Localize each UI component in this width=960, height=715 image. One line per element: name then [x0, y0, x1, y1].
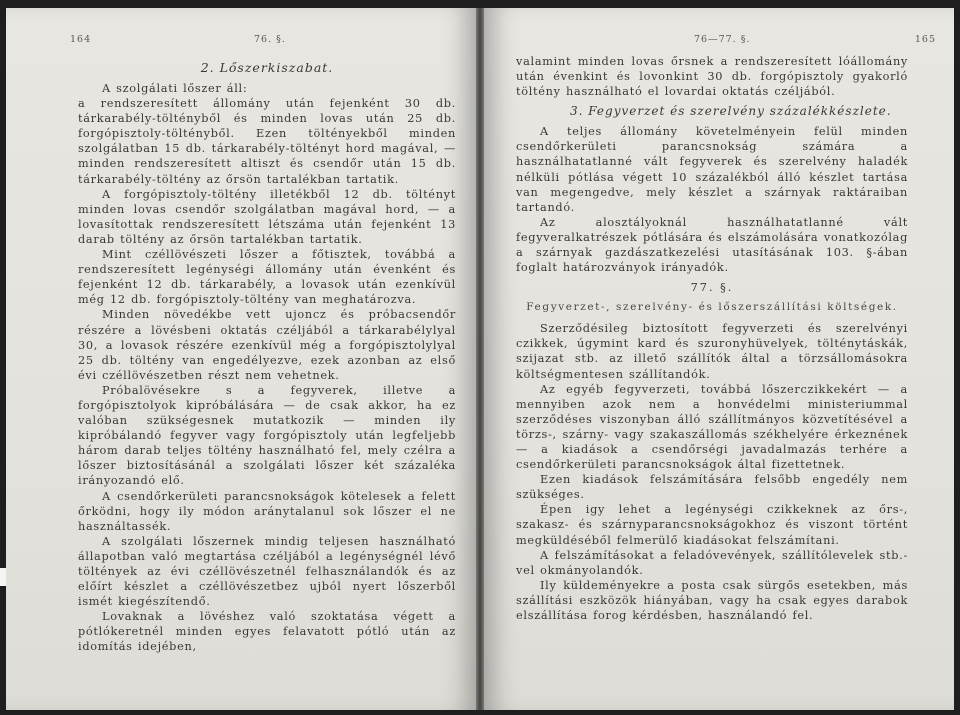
book-gutter	[476, 8, 484, 710]
right-paragraph: Az egyéb fegyverzeti, továbbá lőszerczikkekért — a mennyiben azok nem a honvédelmi ministeriummal szerződéses viszonyban álló szállítmányos közvetítésével a törzs-, szárny- vagy szakaszállomás székhelyére érkeznének — a kiadások a csendőrségi javadalmazás terhére a csendőrkerületi parancsnokságok által fizettetnek.	[516, 382, 908, 472]
right-paragraph: Ezen kiadások felszámítására felsőbb engedély nem szükséges.	[516, 473, 908, 502]
left-paragraph: A csendőrkerületi parancsnokságok kötelesek a felett őrködni, hogy ily módon aránytalanul sok lőszer el ne használtassék.	[78, 489, 456, 533]
left-page-header	[70, 34, 456, 54]
left-page-number: 164	[70, 34, 92, 45]
left-paragraph: A szolgálati lőszernek mindig teljesen használható állapotban való megtartása czéljából a legénységnél lévő töltények az évi czéllövészetnél felhasználandók és az előírt készlet a czéllövészetbez ujból nyert lőszerből ismét kiegészítendő.	[78, 534, 456, 609]
left-heading: 2. Lőszerkiszabat.	[200, 60, 334, 75]
right-paragraph: Ily küldeményekre a posta csak sürgős esetekben, más szállítási eszközök hiányában, vagy ha csak egyes darabok elszállítása forog kérdésben, használandó fel.	[516, 578, 908, 622]
left-page	[6, 8, 476, 710]
left-paragraph: A forgópisztoly-töltény illetékből 12 db. töltényt minden lovas csendőr szolgálatban magával hord, — a lovasítottak rendszeresített létszáma után fejenként 13 darab töltény az őrsön tartalékban tartatik.	[78, 187, 456, 246]
right-subheading: 3. Fegyverzet és szerelvény százalékkészlete.	[570, 104, 892, 119]
right-paragraph: Épen igy lehet a legénységi czikkeknek az őrs-, szakasz- és szárnyparancsnokságokhoz és viszont történt megküldéséből felmerülő kiadásokat felszámítani.	[516, 503, 908, 547]
left-paragraph: Próbalövésekre s a fegyverek, illetve a forgópisztolyok kipróbálására — de csak akkor, ha ez valóban szükségesnek mutatkozik — minden ily kipróbálandó fegyver vagy forgópisztoly után legfeljebb három darab teljes töltény használható fel, mely czélra a lőszer biztosításánál a szolgálati lőszer két százaléka irányozandó elő.	[78, 383, 456, 488]
left-paragraph: Minden növedékbe vett ujoncz és próbacsendőr részére a lövésbeni oktatás czéljából a tárkarabélylyal 30, a lovasok részére ezenkívül még a forgópisztolylyal 25 db. töltény van engedélyezve, ezek azonban az első évi czéllövészetben részt nem vehetnek.	[78, 308, 456, 382]
section-number: 77. §.	[690, 281, 734, 295]
right-paragraph: A felszámításokat a feladóvevények, szállítólevelek stb.-vel okmányolandók.	[516, 548, 908, 577]
right-page-number: 165	[914, 34, 936, 45]
right-section-ref: 76—77. §.	[694, 34, 751, 45]
left-paragraph: A szolgálati lőszer áll:	[102, 82, 248, 95]
left-paragraph: Mint czéllövészeti lőszer a főtisztek, továbbá a rendszeresített legénységi állomány után évenként és fejenként 12 db. tárkarabély, a lovasok után ezenkívül még 12 db. forgópisztoly-töltény van meghatározva.	[78, 248, 456, 307]
left-section-ref: 76. §.	[254, 34, 286, 45]
right-page	[484, 8, 954, 710]
right-paragraph: Az alosztályoknál használhatatlanné vált fegyveralkatrészek pótlására és elszámolására vonatkozólag a szárnyak gazdászatkezelési utasításának 103. §-ában foglalt határozványok irányadók.	[516, 215, 908, 275]
right-paragraph: Szerződésileg biztosított fegyverzeti és szerelvényi czikkek, úgymint kard és szuronyhüvelyek, tölténytáskák, szijazat stb. az illető szállítók által a törzsállomásokra költségmentesen szállítandók.	[516, 322, 908, 381]
right-paragraph: A teljes állomány követelményein felül minden csendőrkerületi parancsnokság számára a használhatatlanné vált fegyverek és szerelvény haladék nélküli pótlása végett 10 százalékból álló készlet tartása van megengedve, mely készlet a szárnyak raktáraiban tartandó.	[516, 125, 908, 214]
right-intro-paragraph: valamint minden lovas őrsnek a rendszeresített lóállomány után évenkint és lovonkint 30 db. forgópisztoly gyakorló töltény használható el lovardai oktatás czéljából.	[516, 55, 908, 99]
left-paragraph: Lovaknak a lövéshez való szoktatása végett a pótlókeretnél minden egyes felavatott pótló után az idomítás idejében,	[78, 610, 456, 654]
right-page-header	[516, 34, 936, 54]
section-title: Fegyverzet-, szerelvény- és lőszerszállítási költségek.	[526, 301, 898, 314]
left-paragraph: a rendszeresített állomány után fejenként 30 db. tárkarabély-töltényből és minden lovas után 25 db. forgópisztoly-töltényből. Ezen töltényekből minden szolgálatban 15 db. tárkarabély-töltényt hord magával, — minden rendszeresített altiszt és csendőr után 15 db. tárkarabély-töltény az őrsön tartalékban tartatik.	[78, 97, 456, 186]
